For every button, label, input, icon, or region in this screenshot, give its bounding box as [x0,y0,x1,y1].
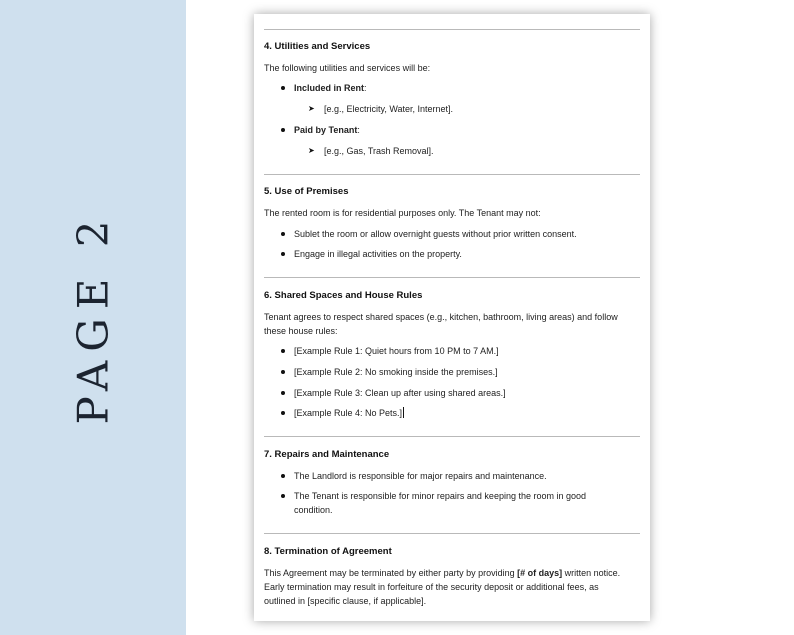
days-placeholder: [# of days] [517,568,563,578]
list-item: Engage in illegal activities on the property. [294,247,462,261]
list-item: The Tenant is responsible for minor repairs and keeping the room in good condition. [294,489,612,517]
section-4-heading: 4. Utilities and Services [264,41,371,52]
section-5-intro: The rented room is for residential purposes only. The Tenant may not: [264,208,541,218]
section-divider [264,174,640,175]
arrow-bullet-icon: ➤ [308,146,315,155]
list-item [308,102,454,116]
side-band [0,0,186,635]
list-item: [Example Rule 3: Clean up after using shared areas.] [294,386,506,400]
section-6-heading: 6. Shared Spaces and House Rules [264,290,423,301]
section-6-intro: Tenant agrees to respect shared spaces (e.g., kitchen, bathroom, living areas) and follow these house rules: [264,312,618,336]
arrow-bullet-icon: ➤ [308,104,315,113]
section-divider [264,436,640,437]
document-page [254,14,650,621]
bullet-dot-icon [281,370,285,374]
bullet-dot-icon [281,349,285,353]
bullet-dot-icon [281,474,285,478]
section-8-heading: 8. Termination of Agreement [264,546,392,557]
list-item [308,144,434,158]
list-item: The Landlord is responsible for major repairs and maintenance. [294,469,547,483]
paid-by-tenant-label: Paid by Tenant [294,125,358,135]
bullet-dot-icon [281,391,285,395]
text-cursor [403,407,404,418]
bullet-dot-icon [281,128,285,132]
list-item: [Example Rule 2: No smoking inside the premises.] [294,365,498,379]
section-8-text: This Agreement may be terminated by either party by providing [# of days] written notice. Early termination may result in forfeiture of the security deposit or additional fees, as outlined in [specific clause, if applicable]. [264,568,621,606]
included-in-rent-label: Included in Rent [294,83,365,93]
page-label: PAGE 2 [68,211,118,425]
included-example: [e.g., Electricity, Water, Internet]. [324,104,454,114]
section-4-intro: The following utilities and services will be: [264,63,431,73]
bullet-dot-icon [281,494,285,498]
list-item: [Example Rule 1: Quiet hours from 10 PM to 7 AM.] [294,344,499,358]
paid-example: [e.g., Gas, Trash Removal]. [324,146,434,156]
bullet-dot-icon [281,411,285,415]
list-item: Included in Rent: [294,81,367,95]
list-item: Paid by Tenant: [294,123,360,137]
bullet-dot-icon [281,86,285,90]
list-item: [Example Rule 4: No Pets.] [294,406,404,420]
section-divider [264,277,640,278]
section-divider [264,29,640,30]
section-divider [264,533,640,534]
bullet-dot-icon [281,232,285,236]
bullet-dot-icon [281,252,285,256]
list-item: Sublet the room or allow overnight guests without prior written consent. [294,227,577,241]
section-7-heading: 7. Repairs and Maintenance [264,449,390,460]
section-5-heading: 5. Use of Premises [264,186,349,197]
